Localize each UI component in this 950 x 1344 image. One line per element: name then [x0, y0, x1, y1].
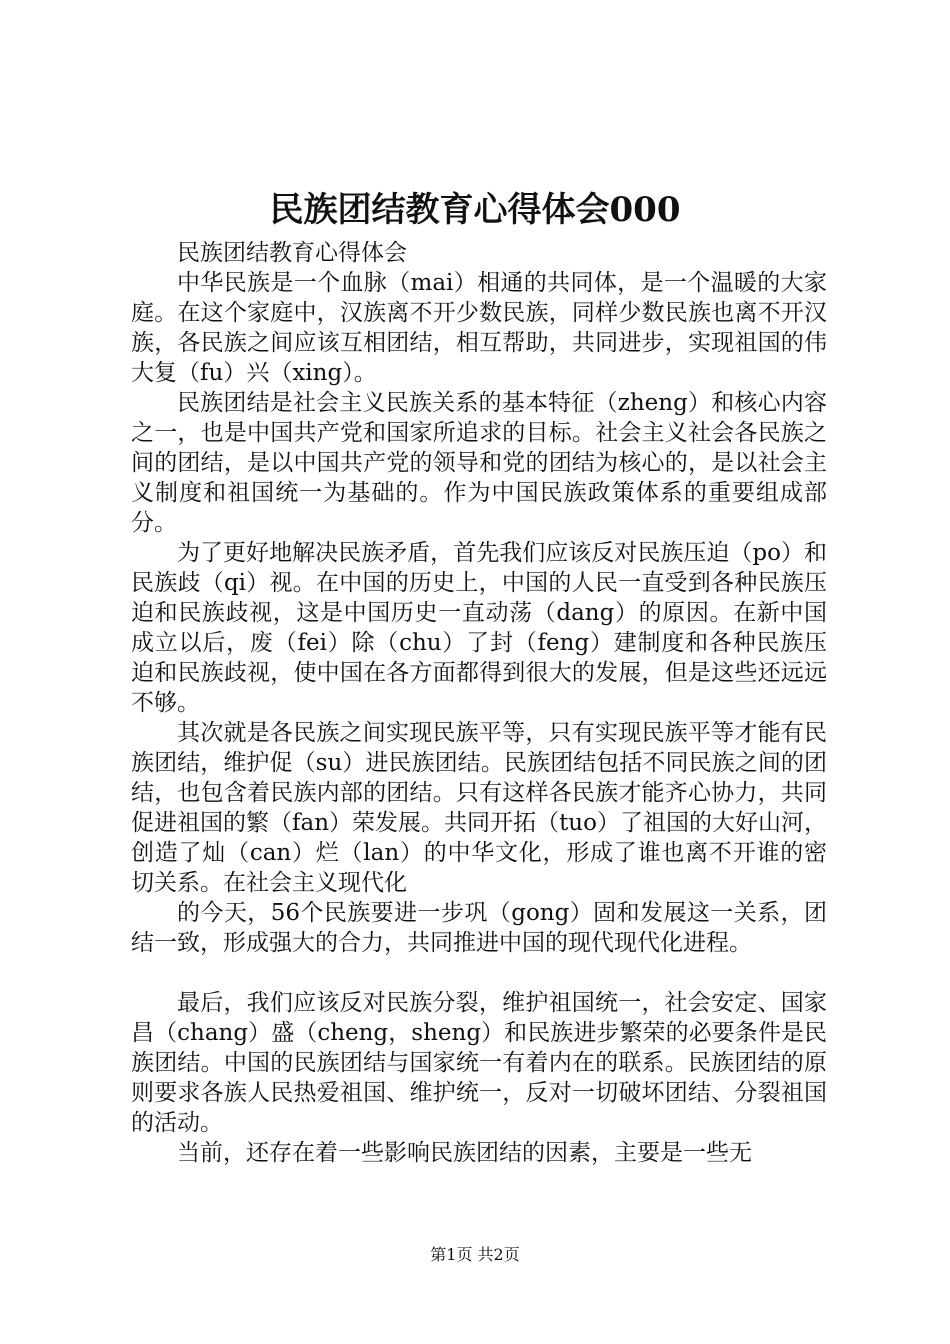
paragraph-4: 其次就是各民族之间实现民族平等，只有实现民族平等才能有民族团结，维护促（su）进民族团结。民族团结包括不同民族之间的团结，也包含着民族内部的团结。只有这样各民族才能齐心协力，共同促进祖国的繁（fan）荣发展。共同开拓（tuo）了祖国的大好山河，创造了灿（can）烂（lan）的中华文化，形成了谁也离不开谁的密切关系。在社会主义现代化: [131, 720, 827, 896]
paragraph-6: 最后，我们应该反对民族分裂，维护祖国统一，社会安定、国家昌（chang）盛（cheng，sheng）和民族进步繁荣的必要条件是民族团结。中国的民族团结与国家统一有着内在的联系。民族团结的原则要求各族人民热爱祖国、维护统一，反对一切破坏团结、分裂祖国的活动。: [131, 990, 827, 1136]
document-body: [131, 238, 827, 1168]
paragraph-5: 的今天，56个民族要进一步巩（gong）固和发展这一关系，团结一致，形成强大的合力，共同推进中国的现代现代化进程。: [131, 900, 827, 956]
paragraph-2: 民族团结是社会主义民族关系的基本特征（zheng）和核心内容之一，也是中国共产党和国家所追求的目标。社会主义社会各民族之间的团结，是以中国共产党的领导和党的团结为核心的，是以社会主义制度和祖国统一为基础的。作为中国民族政策体系的重要组成部分。: [131, 390, 827, 536]
paragraph-1: 中华民族是一个血脉（mai）相通的共同体，是一个温暖的大家庭。在这个家庭中，汉族离不开少数民族，同样少数民族也离不开汉族，各民族之间应该互相团结，相互帮助，共同进步，实现祖国的伟大复（fu）兴（xing）。: [131, 270, 827, 386]
document-title: 民族团结教育心得体会000: [269, 190, 681, 230]
document-subtitle: 民族团结教育心得体会: [177, 240, 407, 266]
paragraph-7: 当前，还存在着一些影响民族团结的因素，主要是一些无: [177, 1140, 752, 1166]
paragraph-3: 为了更好地解决民族矛盾，首先我们应该反对民族压迫（po）和民族歧（qi）视。在中国的历史上，中国的人民一直受到各种民族压迫和民族歧视，这是中国历史一直动荡（dang）的原因。在新中国成立以后，废（fei）除（chu）了封（feng）建制度和各种民族压迫和民族歧视，使中国在各方面都得到很大的发展，但是这些还远远不够。: [131, 540, 827, 716]
page-footer: 第1页 共2页: [430, 1245, 520, 1264]
